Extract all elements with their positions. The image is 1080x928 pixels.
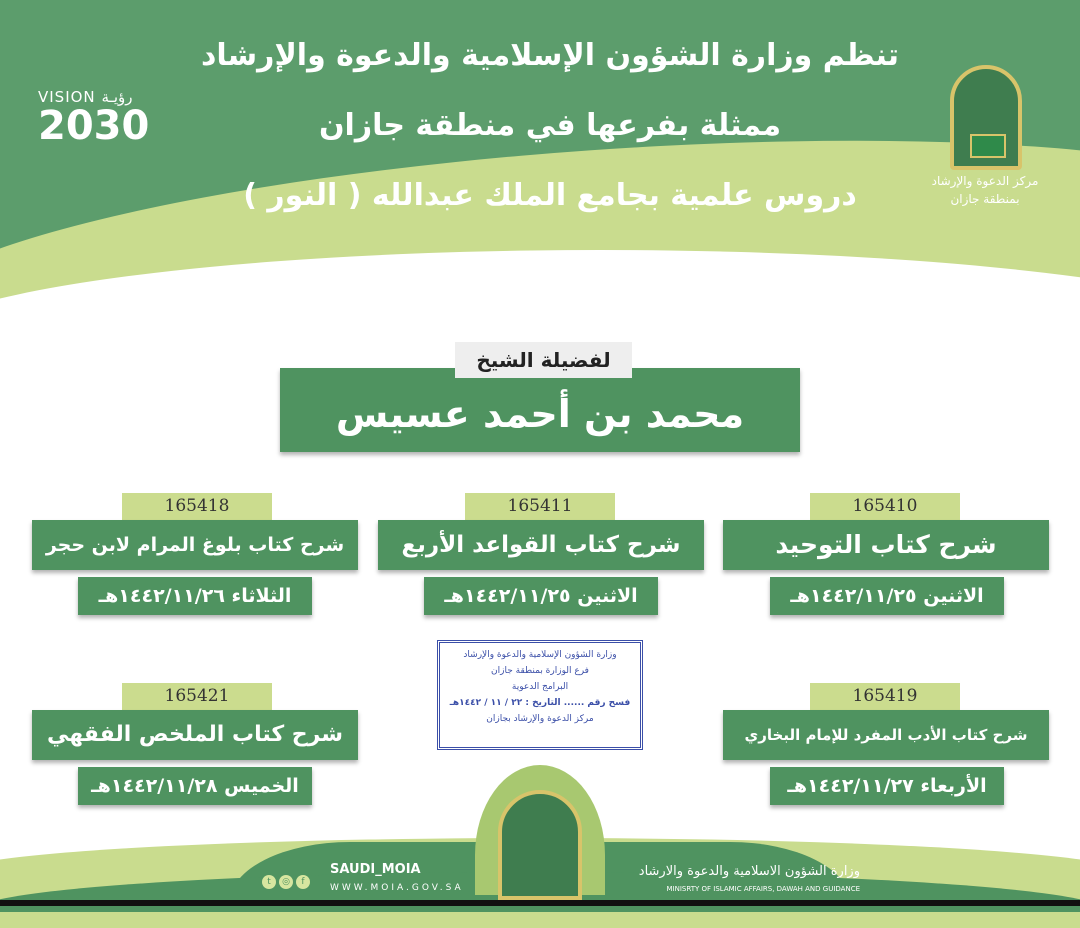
lesson-number: 165421 [122, 683, 272, 710]
lesson-number: 165419 [810, 683, 960, 710]
ministry-name-ar: وزارة الشؤون الاسلامية والدعوة والارشاد [638, 864, 860, 879]
lesson-date: الاثنين ١٤٤٢/١١/٢٥هـ [770, 577, 1004, 615]
lesson-date: الثلاثاء ١٤٤٢/١١/٢٦هـ [78, 577, 312, 615]
logo-caption-line-1: مركز الدعوة والإرشاد [931, 174, 1039, 188]
vision-2030-logo [38, 88, 150, 149]
header-line-2: ممثلة بفرعها في منطقة جازان [318, 108, 782, 143]
lesson-number: 165418 [122, 493, 272, 520]
lesson-date: الاثنين ١٤٤٢/١١/٢٥هـ [424, 577, 658, 615]
twitter-icon[interactable]: t [262, 875, 276, 889]
instagram-icon[interactable]: ◎ [279, 875, 293, 889]
lesson-title: شرح كتاب التوحيد [723, 520, 1049, 570]
sheikh-name: محمد بن أحمد عسيس [280, 368, 800, 452]
header-line-3: دروس علمية بجامع الملك عبدالله ( النور ) [243, 178, 857, 213]
vision-year: 2030 [38, 103, 150, 149]
lesson-title: شرح كتاب الملخص الفقهي [32, 710, 358, 760]
lesson-title: شرح كتاب الأدب المفرد للإمام البخاري [723, 710, 1049, 760]
bottom-bar [0, 900, 1080, 906]
social-icons [262, 872, 313, 889]
stamp-line: مركز الدعوة والإرشاد بجازان [486, 714, 594, 724]
stamp-date: فسح رقم ...... التاريخ : ٢٢ / ١١ / ١٤٤٢هـ [449, 698, 631, 708]
lesson-title: شرح كتاب بلوغ المرام لابن حجر [32, 520, 358, 570]
social-handle: SAUDI_MOIA [330, 862, 421, 877]
lesson-number: 165410 [810, 493, 960, 520]
ministry-name-en: MINISRTY OF ISLAMIC AFFAIRS, DAWAH AND GUIDANCE [666, 885, 860, 893]
stamp-line: البرامج الدعوية [511, 682, 569, 692]
lesson-date: الخميس ١٤٤٢/١١/٢٨هـ [78, 767, 312, 805]
lesson-title: شرح كتاب القواعد الأربع [378, 520, 704, 570]
header-line-1: تنظم وزارة الشؤون الإسلامية والدعوة والإرشاد [201, 38, 899, 73]
website-link[interactable]: WWW.MOIA.GOV.SA [330, 883, 464, 893]
lesson-date: الأربعاء ١٤٤٢/١١/٢٧هـ [770, 767, 1004, 805]
logo-caption [915, 172, 1055, 208]
vision-label: VISION رؤيـة [38, 88, 133, 106]
lesson-number: 165411 [465, 493, 615, 520]
ministry-logo-icon [498, 790, 582, 900]
approval-stamp [437, 640, 643, 750]
logo-caption-line-2: بمنطقة جازان [950, 192, 1020, 206]
facebook-icon[interactable]: f [296, 875, 310, 889]
stamp-line: فرع الوزارة بمنطقة جازان [491, 666, 589, 676]
stamp-line: وزارة الشؤون الإسلامية والدعوة والإرشاد [463, 650, 617, 660]
sheikh-label: لفضيلة الشيخ [455, 342, 632, 378]
ministry-logo-icon [950, 65, 1022, 170]
